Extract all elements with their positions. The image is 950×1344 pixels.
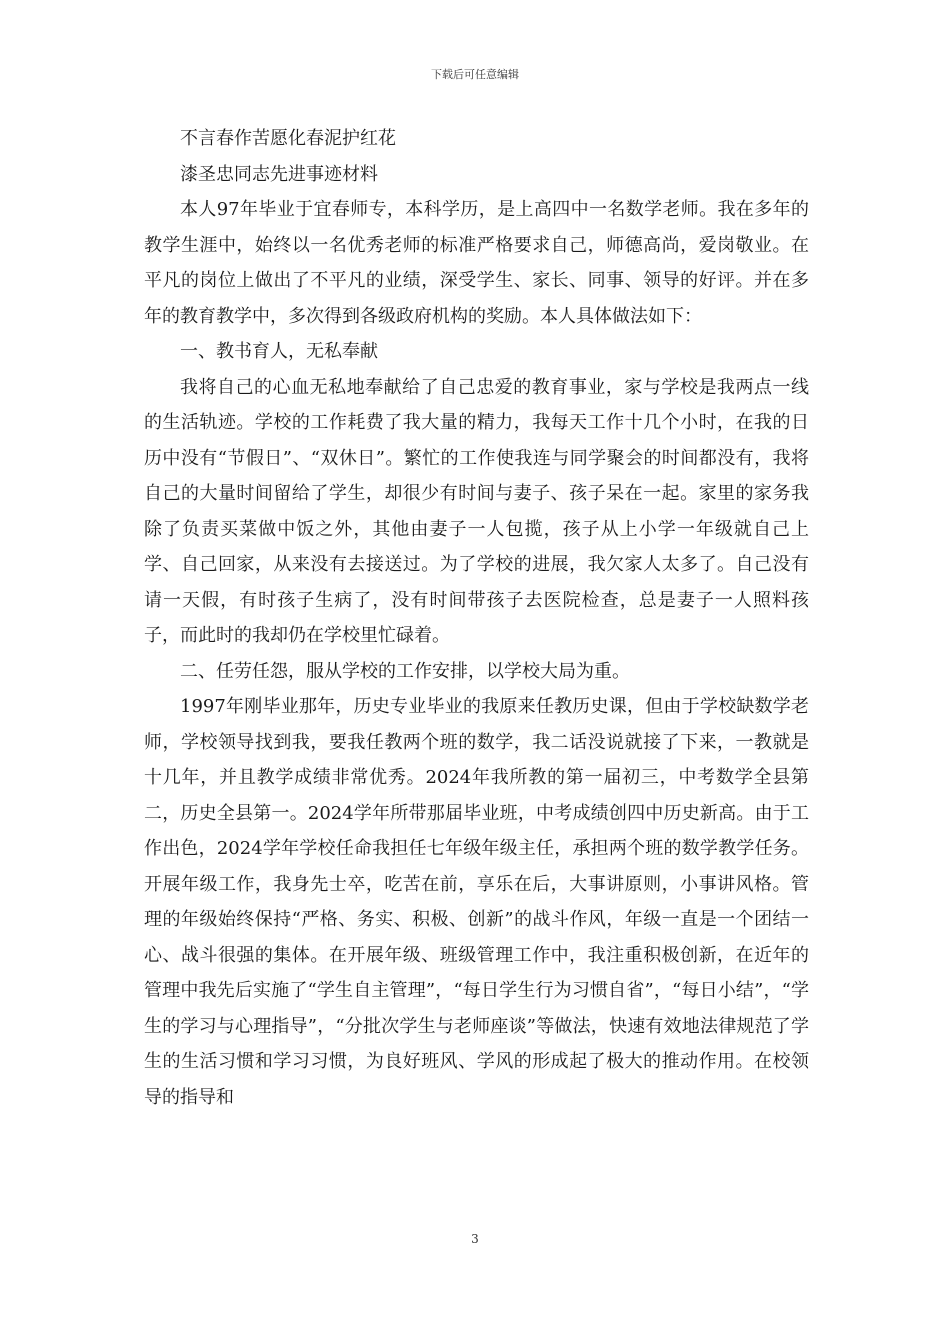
document-body bbox=[144, 121, 809, 1115]
page-header-note: 下载后可任意编辑 bbox=[431, 68, 519, 81]
paragraph-section-1: 我将自己的心血无私地奉献给了自己忠爱的教育事业，家与学校是我两点一线的生活轨迹。学校的工作耗费了我大量的精力，我每天工作十几个小时，在我的日历中没有“节假日”、“双休日”。繁忙的工作使我连与同学聚会的时间都没有，我将自己的大量时间留给了学生，却很少有时间与妻子、孩子呆在一起。家里的家务我除了负责买菜做中饭之外，其他由妻子一人包揽，孩子从上小学一年级就自己上学、自己回家，从来没有去接送过。为了学校的进展，我欠家人太多了。自己没有请一天假，有时孩子生病了，没有时间带孩子去医院检查，总是妻子一人照料孩子，而此时的我却仍在学校里忙碌着。 bbox=[144, 376, 809, 646]
section-heading-1: 一、教书育人，无私奉献 bbox=[180, 341, 378, 362]
paragraph-intro: 本人97年毕业于宜春师专，本科学历，是上高四中一名数学老师。我在多年的教学生涯中，始终以一名优秀老师的标准严格要求自己，师德高尚，爱岗敬业。在平凡的岗位上做出了不平凡的业绩，深受学生、家长、同事、领导的好评。并在多年的教育教学中，多次得到各级政府机构的奖励。本人具体做法如下： bbox=[144, 199, 809, 327]
document-subtitle: 漆圣忠同志先进事迹材料 bbox=[180, 163, 378, 185]
page-number: 3 bbox=[471, 1232, 479, 1246]
paragraph-section-2: 1997年刚毕业那年，历史专业毕业的我原来任教历史课，但由于学校缺数学老师，学校领导找到我，要我任教两个班的数学，我二话没说就接了下来，一教就是十几年，并且教学成绩非常优秀。2024年我所教的第一届初三，中考数学全县第二，历史全县第一。2024学年所带那届毕业班，中考成绩创四中历史新高。由于工作出色，2024学年学校任命我担任七年级年级主任，承担两个班的数学教学任务。开展年级工作，我身先士卒，吃苦在前，享乐在后，大事讲原则，小事讲风格。管理的年级始终保持“严格、务实、积极、创新”的战斗作风，年级一直是一个团结一心、战斗很强的集体。在开展年级、班级管理工作中，我注重积极创新，在近年的管理中我先后实施了“学生自主管理”，“每日学生行为习惯自省”，“每日小结”，“学生的学习与心理指导”，“分批次学生与老师座谈”等做法，快速有效地法律规范了学生的生活习惯和学习习惯，为良好班风、学风的形成起了极大的推动作用。在校领导的指导和 bbox=[144, 696, 809, 1108]
document-title: 不言春作苦愿化春泥护红花 bbox=[180, 128, 396, 149]
section-heading-2: 二、任劳任怨，服从学校的工作安排，以学校大局为重。 bbox=[180, 660, 630, 682]
